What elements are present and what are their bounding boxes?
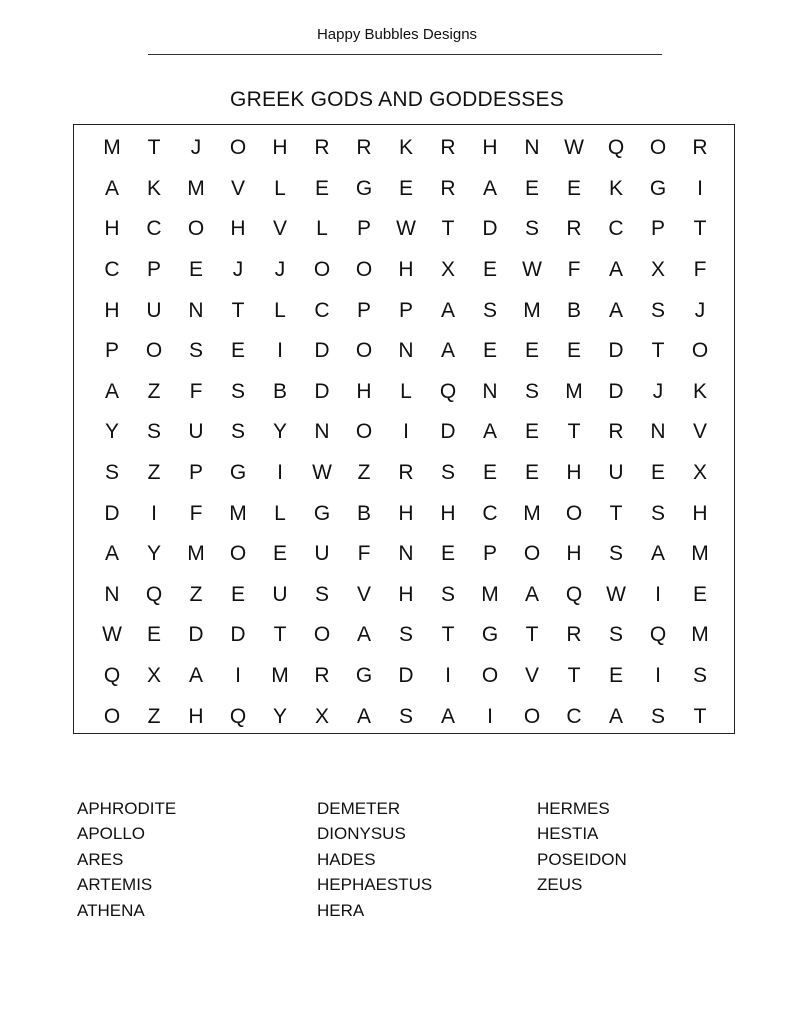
grid-letter: O — [355, 339, 373, 363]
grid-letter: T — [147, 136, 161, 160]
grid-letter: M — [271, 664, 289, 688]
grid-letter: X — [692, 461, 707, 485]
grid-letter: M — [691, 623, 709, 647]
grid-letter: H — [398, 258, 414, 282]
grid-letter: R — [692, 136, 708, 160]
grid-letter: L — [274, 176, 286, 200]
grid-letter: J — [694, 298, 706, 322]
header-divider — [148, 54, 662, 55]
grid-row — [91, 169, 721, 210]
grid-letter: C — [314, 298, 330, 322]
grid-letter: M — [691, 542, 709, 566]
grid-letter: A — [482, 420, 497, 444]
grid-letter: H — [272, 136, 288, 160]
grid-letter: G — [229, 461, 247, 485]
grid-letter: A — [104, 176, 119, 200]
word-list-item: HESTIA — [537, 824, 599, 844]
grid-letter: E — [230, 339, 245, 363]
grid-letter: E — [482, 461, 497, 485]
grid-letter: E — [566, 339, 581, 363]
grid-letter: O — [229, 542, 247, 566]
grid-letter: F — [693, 258, 707, 282]
grid-letter: R — [608, 420, 624, 444]
grid-letter: R — [314, 136, 330, 160]
word-list-item: DIONYSUS — [317, 824, 406, 844]
grid-letter: Z — [147, 379, 161, 403]
grid-letter: T — [567, 664, 581, 688]
grid-letter: T — [525, 623, 539, 647]
grid-letter: Z — [147, 704, 161, 728]
grid-letter: T — [231, 298, 245, 322]
grid-letter: J — [232, 258, 244, 282]
grid-letter: H — [104, 298, 120, 322]
grid-row — [91, 615, 721, 656]
grid-letter: I — [697, 176, 703, 200]
word-list-item: ATHENA — [77, 900, 145, 920]
grid-letter: N — [104, 582, 120, 606]
word-list-item: HEPHAESTUS — [317, 875, 433, 895]
grid-letter: E — [692, 582, 707, 606]
grid-letter: P — [650, 217, 665, 241]
grid-letter: O — [103, 704, 121, 728]
grid-row — [91, 453, 721, 494]
grid-letter: R — [566, 217, 582, 241]
grid-row — [91, 128, 721, 169]
grid-letter: O — [355, 420, 373, 444]
grid-letter: G — [649, 176, 667, 200]
grid-letter: C — [566, 704, 582, 728]
grid-letter: M — [523, 298, 541, 322]
grid-letter: Q — [607, 136, 625, 160]
grid-letter: Q — [145, 582, 163, 606]
grid-letter: W — [102, 623, 122, 647]
grid-letter: E — [314, 176, 329, 200]
grid-letter: G — [313, 501, 331, 525]
grid-row — [91, 493, 721, 534]
grid-letter: O — [313, 623, 331, 647]
grid-letter: I — [277, 461, 283, 485]
grid-letter: E — [230, 582, 245, 606]
grid-letter: N — [188, 298, 204, 322]
grid-letter: H — [440, 501, 456, 525]
grid-letter: E — [482, 339, 497, 363]
grid-letter: M — [187, 176, 205, 200]
grid-letter: H — [356, 379, 372, 403]
word-list-item: HERMES — [537, 799, 610, 818]
grid-letter: B — [272, 379, 287, 403]
grid-letter: F — [357, 542, 371, 566]
grid-letter: H — [230, 217, 246, 241]
grid-letter: A — [482, 176, 497, 200]
grid-letter: K — [608, 176, 623, 200]
grid-letter: E — [272, 542, 287, 566]
grid-row — [91, 656, 721, 697]
grid-letter: E — [146, 623, 161, 647]
grid-letter: A — [440, 704, 455, 728]
word-list-column-3 — [537, 796, 627, 898]
grid-letter: V — [272, 217, 287, 241]
grid-letter: M — [565, 379, 583, 403]
grid-letter: W — [522, 258, 542, 282]
grid-letter: R — [440, 176, 456, 200]
grid-letter: O — [481, 664, 499, 688]
grid-letter: K — [692, 379, 707, 403]
grid-letter: R — [398, 461, 414, 485]
grid-row — [91, 250, 721, 291]
grid-letter: E — [188, 258, 203, 282]
grid-row — [91, 331, 721, 372]
grid-letter: W — [606, 582, 626, 606]
word-list-item: ARTEMIS — [77, 875, 153, 895]
grid-letter: A — [608, 258, 623, 282]
grid-letter: P — [356, 217, 371, 241]
grid-letter: M — [523, 501, 541, 525]
grid-letter: C — [482, 501, 498, 525]
grid-letter: S — [524, 379, 539, 403]
grid-letter: E — [650, 461, 665, 485]
grid-letter: S — [314, 582, 329, 606]
grid-letter: H — [482, 136, 498, 160]
grid-letter: H — [104, 217, 120, 241]
grid-letter: N — [398, 542, 414, 566]
grid-letter: L — [316, 217, 328, 241]
grid-letter: Y — [272, 420, 287, 444]
grid-letter: U — [608, 461, 624, 485]
grid-row — [91, 534, 721, 575]
grid-letter: Z — [357, 461, 371, 485]
grid-letter: E — [524, 339, 539, 363]
word-list-item: ZEUS — [537, 875, 583, 895]
grid-letter: O — [523, 542, 541, 566]
grid-letter: S — [650, 704, 665, 728]
grid-letter: H — [188, 704, 204, 728]
grid-letter: E — [524, 176, 539, 200]
word-list — [0, 796, 794, 936]
grid-letter: A — [356, 623, 371, 647]
grid-letter: M — [229, 501, 247, 525]
grid-letter: Z — [147, 461, 161, 485]
grid-letter: A — [188, 664, 203, 688]
grid-letter: G — [355, 664, 373, 688]
grid-letter: Q — [565, 582, 583, 606]
grid-letter: A — [650, 542, 665, 566]
grid-letter: S — [524, 217, 539, 241]
grid-letter: R — [440, 136, 456, 160]
grid-letter: G — [355, 176, 373, 200]
grid-letter: Q — [439, 379, 457, 403]
grid-letter: A — [524, 582, 539, 606]
grid-letter: E — [566, 176, 581, 200]
grid-letter: G — [481, 623, 499, 647]
grid-letter: S — [398, 704, 413, 728]
grid-letter: Z — [189, 582, 203, 606]
grid-letter: I — [151, 501, 157, 525]
grid-letter: W — [312, 461, 332, 485]
grid-letter: V — [524, 664, 539, 688]
grid-letter: S — [104, 461, 119, 485]
grid-letter: J — [652, 379, 664, 403]
grid-letter: O — [187, 217, 205, 241]
grid-letter: N — [398, 339, 414, 363]
grid-letter: A — [440, 298, 455, 322]
word-list-item: HERA — [317, 900, 365, 920]
grid-letter: X — [440, 258, 455, 282]
grid-letter: O — [649, 136, 667, 160]
word-list-item: POSEIDON — [537, 849, 627, 869]
grid-letter: D — [440, 420, 456, 444]
grid-letter: I — [655, 664, 661, 688]
grid-letter: S — [146, 420, 161, 444]
grid-letter: X — [314, 704, 329, 728]
grid-letter: T — [693, 704, 707, 728]
grid-letter: S — [230, 379, 245, 403]
grid-letter: U — [188, 420, 204, 444]
word-list-item: HADES — [317, 849, 376, 869]
grid-letter: O — [565, 501, 583, 525]
grid-letter: X — [650, 258, 665, 282]
grid-letter: O — [229, 136, 247, 160]
grid-letter: U — [314, 542, 330, 566]
grid-letter: P — [104, 339, 119, 363]
grid-letter: E — [482, 258, 497, 282]
brand-header: Happy Bubbles Designs — [316, 26, 478, 43]
grid-row — [91, 290, 721, 331]
grid-letter: R — [356, 136, 372, 160]
grid-letter: B — [356, 501, 371, 525]
grid-letter: R — [566, 623, 582, 647]
grid-letter: T — [567, 420, 581, 444]
puzzle-title: GREEK GODS AND GODDESSES — [230, 88, 564, 111]
grid-letter: I — [487, 704, 493, 728]
grid-letter: I — [445, 664, 451, 688]
word-search-grid — [73, 124, 735, 734]
grid-letter: O — [145, 339, 163, 363]
grid-letter: C — [104, 258, 120, 282]
grid-letter: M — [481, 582, 499, 606]
grid-letter: M — [103, 136, 121, 160]
grid-letter: F — [189, 379, 203, 403]
word-list-item: DEMETER — [317, 799, 401, 818]
grid-letter: N — [524, 136, 540, 160]
grid-letter: W — [564, 136, 584, 160]
grid-letter: Q — [103, 664, 121, 688]
grid-letter: T — [441, 217, 455, 241]
grid-letter: S — [482, 298, 497, 322]
grid-letter: W — [396, 217, 416, 241]
grid-letter: Y — [104, 420, 119, 444]
grid-letter: P — [398, 298, 413, 322]
grid-letter: T — [609, 501, 623, 525]
grid-letter: N — [482, 379, 498, 403]
grid-letter: T — [651, 339, 665, 363]
grid-letter: D — [398, 664, 414, 688]
grid-letter: S — [188, 339, 203, 363]
grid-letter: O — [523, 704, 541, 728]
grid-letter: D — [314, 379, 330, 403]
grid-letter: D — [104, 501, 120, 525]
grid-letter: Y — [272, 704, 287, 728]
grid-letter: A — [356, 704, 371, 728]
grid-letter: S — [650, 501, 665, 525]
grid-row — [91, 412, 721, 453]
grid-letter: I — [277, 339, 283, 363]
grid-letter: S — [692, 664, 707, 688]
grid-letter: E — [524, 420, 539, 444]
grid-letter: C — [146, 217, 162, 241]
grid-letter: E — [440, 542, 455, 566]
grid-letter: N — [650, 420, 666, 444]
grid-letter: K — [398, 136, 413, 160]
grid-letter: S — [440, 582, 455, 606]
grid-letter: J — [190, 136, 202, 160]
word-list-column-1 — [77, 796, 176, 923]
grid-letter: S — [440, 461, 455, 485]
grid-letter: H — [566, 461, 582, 485]
grid-letter: X — [146, 664, 161, 688]
word-list-item: APOLLO — [77, 824, 146, 844]
grid-letter: U — [146, 298, 162, 322]
grid-letter: I — [235, 664, 241, 688]
grid-letter: R — [314, 664, 330, 688]
grid-letter: S — [230, 420, 245, 444]
grid-letter: K — [146, 176, 161, 200]
word-list-item: ARES — [77, 849, 124, 869]
letter-grid — [91, 128, 721, 737]
grid-letter: I — [403, 420, 409, 444]
grid-letter: P — [482, 542, 497, 566]
grid-letter: T — [273, 623, 287, 647]
grid-letter: B — [566, 298, 581, 322]
grid-letter: S — [608, 542, 623, 566]
grid-letter: F — [567, 258, 581, 282]
grid-letter: E — [608, 664, 623, 688]
grid-letter: E — [398, 176, 413, 200]
grid-row — [91, 209, 721, 250]
grid-letter: D — [314, 339, 330, 363]
grid-letter: Q — [649, 623, 667, 647]
grid-letter: T — [693, 217, 707, 241]
grid-letter: A — [104, 379, 119, 403]
grid-letter: D — [608, 379, 624, 403]
grid-letter: M — [187, 542, 205, 566]
grid-letter: P — [146, 258, 161, 282]
grid-letter: H — [692, 501, 708, 525]
grid-row — [91, 575, 721, 616]
grid-letter: T — [441, 623, 455, 647]
grid-letter: Q — [229, 704, 247, 728]
grid-letter: S — [398, 623, 413, 647]
grid-letter: E — [524, 461, 539, 485]
grid-letter: L — [400, 379, 412, 403]
grid-letter: C — [608, 217, 624, 241]
grid-letter: D — [230, 623, 246, 647]
grid-letter: V — [692, 420, 707, 444]
grid-letter: O — [691, 339, 709, 363]
grid-letter: Y — [146, 542, 161, 566]
grid-letter: V — [356, 582, 371, 606]
grid-letter: A — [104, 542, 119, 566]
grid-letter: U — [272, 582, 288, 606]
word-list-item: APHRODITE — [77, 799, 177, 818]
grid-letter: I — [655, 582, 661, 606]
grid-letter: L — [274, 298, 286, 322]
grid-letter: H — [398, 501, 414, 525]
grid-letter: P — [356, 298, 371, 322]
grid-letter: S — [650, 298, 665, 322]
word-list-column-2 — [317, 796, 432, 923]
grid-letter: D — [608, 339, 624, 363]
grid-letter: H — [398, 582, 414, 606]
grid-letter: O — [355, 258, 373, 282]
grid-letter: J — [274, 258, 286, 282]
grid-letter: F — [189, 501, 203, 525]
grid-letter: D — [482, 217, 498, 241]
grid-letter: V — [230, 176, 245, 200]
grid-letter: A — [608, 704, 623, 728]
grid-letter: L — [274, 501, 286, 525]
grid-letter: A — [608, 298, 623, 322]
grid-letter: H — [566, 542, 582, 566]
grid-letter: A — [440, 339, 455, 363]
grid-letter: N — [314, 420, 330, 444]
grid-row — [91, 696, 721, 737]
grid-letter: S — [608, 623, 623, 647]
grid-letter: P — [188, 461, 203, 485]
grid-row — [91, 372, 721, 413]
grid-letter: D — [188, 623, 204, 647]
grid-letter: O — [313, 258, 331, 282]
